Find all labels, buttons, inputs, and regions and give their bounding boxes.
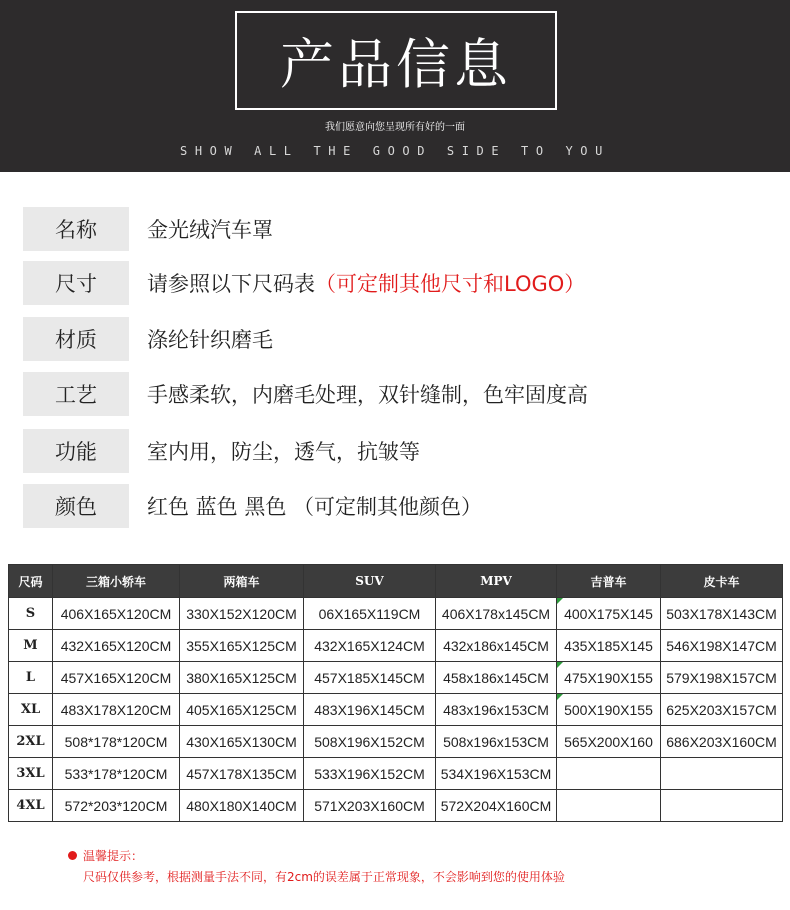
table-cell — [557, 790, 661, 822]
info-value-color: 红色 蓝色 黑色 （可定制其他颜色） — [147, 495, 483, 519]
header-mpv: MPV — [436, 565, 557, 598]
table-cell: 432x186x145CM — [436, 630, 557, 662]
info-label-name: 名称 — [23, 207, 129, 251]
table-row — [9, 598, 783, 630]
size-cell: M — [9, 630, 53, 662]
table-cell: 406X178x145CM — [436, 598, 557, 630]
size-note: 请参照以下尺码表 — [147, 272, 315, 296]
info-value-name: 金光绒汽车罩 — [147, 218, 273, 242]
size-cell: XL — [9, 694, 53, 726]
table-cell: 625X203X157CM — [661, 694, 783, 726]
table-cell: 380X165X125CM — [180, 662, 304, 694]
table-cell: 457X165X120CM — [53, 662, 180, 694]
table-cell: 432X165X124CM — [304, 630, 436, 662]
info-value-craft: 手感柔软，内磨毛处理，双针缝制，色牢固度高 — [147, 383, 588, 407]
table-row — [9, 790, 783, 822]
table-cell: 458x186x145CM — [436, 662, 557, 694]
info-row-name — [23, 207, 763, 251]
table-cell: 571X203X160CM — [304, 790, 436, 822]
table-cell: 06X165X119CM — [304, 598, 436, 630]
table-cell: 565X200X160 — [557, 726, 661, 758]
table-cell: 579X198X157CM — [661, 662, 783, 694]
table-cell — [661, 758, 783, 790]
info-value-size — [147, 261, 585, 305]
table-cell: 432X165X120CM — [53, 630, 180, 662]
header-banner — [0, 0, 790, 172]
table-cell: 355X165X125CM — [180, 630, 304, 662]
table-cell: 405X165X125CM — [180, 694, 304, 726]
table-cell: 475X190X155 — [557, 662, 661, 694]
table-cell: 503X178X143CM — [661, 598, 783, 630]
table-cell: 330X152X120CM — [180, 598, 304, 630]
table-cell: 400X175X145 — [557, 598, 661, 630]
page-title: 产品信息 — [280, 33, 512, 96]
table-row — [9, 662, 783, 694]
info-label-function: 功能 — [23, 429, 129, 473]
size-cell: S — [9, 598, 53, 630]
header-tagline: SHOW ALL THE GOOD SIDE TO YOU — [180, 144, 610, 158]
table-row — [9, 694, 783, 726]
header-pickup: 皮卡车 — [661, 565, 783, 598]
size-custom-note: （可定制其他尺寸和LOGO） — [315, 272, 586, 296]
table-row — [9, 758, 783, 790]
table-cell: 534X196X153CM — [436, 758, 557, 790]
table-cell — [557, 758, 661, 790]
notice-text: 尺码仅供参考，根据测量手法不同，有2cm的误差属于正常现象，不会影响到您的使用体验 — [83, 870, 565, 884]
header-hatchback: 两箱车 — [180, 565, 304, 598]
table-cell: 457X185X145CM — [304, 662, 436, 694]
table-cell — [661, 790, 783, 822]
title-frame — [235, 11, 557, 110]
table-cell: 483X178X120CM — [53, 694, 180, 726]
table-cell: 480X180X140CM — [180, 790, 304, 822]
size-cell: 4XL — [9, 790, 53, 822]
notice-title: 温馨提示： — [83, 848, 144, 863]
info-label-color: 颜色 — [23, 484, 129, 528]
table-cell: 457X178X135CM — [180, 758, 304, 790]
table-cell: 572X204X160CM — [436, 790, 557, 822]
header-suv: SUV — [304, 565, 436, 598]
size-cell: L — [9, 662, 53, 694]
header-subtitle: 我们愿意向您呈现所有好的一面 — [325, 122, 465, 133]
info-label-craft: 工艺 — [23, 372, 129, 416]
info-value-material: 涤纶针织磨毛 — [147, 328, 273, 352]
info-row-function — [23, 429, 763, 473]
info-row-color — [23, 484, 763, 528]
info-value-function: 室内用，防尘，透气，抗皱等 — [147, 440, 420, 464]
table-cell: 572*203*120CM — [53, 790, 180, 822]
table-cell: 483x196x153CM — [436, 694, 557, 726]
info-label-material: 材质 — [23, 317, 129, 361]
table-row — [9, 630, 783, 662]
notice-box — [68, 846, 668, 885]
header-sedan: 三箱小轿车 — [53, 565, 180, 598]
table-cell: 546X198X147CM — [661, 630, 783, 662]
size-cell: 3XL — [9, 758, 53, 790]
table-cell: 406X165X120CM — [53, 598, 180, 630]
table-cell: 430X165X130CM — [180, 726, 304, 758]
table-cell: 508X196X152CM — [304, 726, 436, 758]
table-cell: 508*178*120CM — [53, 726, 180, 758]
table-row — [9, 726, 783, 758]
size-table — [8, 564, 783, 822]
table-cell: 508x196x153CM — [436, 726, 557, 758]
info-row-size — [23, 261, 763, 305]
header-size: 尺码 — [9, 565, 53, 598]
info-label-size: 尺寸 — [23, 261, 129, 305]
table-cell: 500X190X155 — [557, 694, 661, 726]
notice-heading — [68, 846, 668, 864]
table-cell: 533*178*120CM — [53, 758, 180, 790]
table-cell: 483X196X145CM — [304, 694, 436, 726]
table-cell: 435X185X145 — [557, 630, 661, 662]
info-row-material — [23, 317, 763, 361]
size-cell: 2XL — [9, 726, 53, 758]
info-row-craft — [23, 372, 763, 416]
header-jeep: 吉普车 — [557, 565, 661, 598]
table-header-row — [9, 565, 783, 598]
table-cell: 533X196X152CM — [304, 758, 436, 790]
table-cell: 686X203X160CM — [661, 726, 783, 758]
red-dot-icon — [68, 851, 77, 860]
